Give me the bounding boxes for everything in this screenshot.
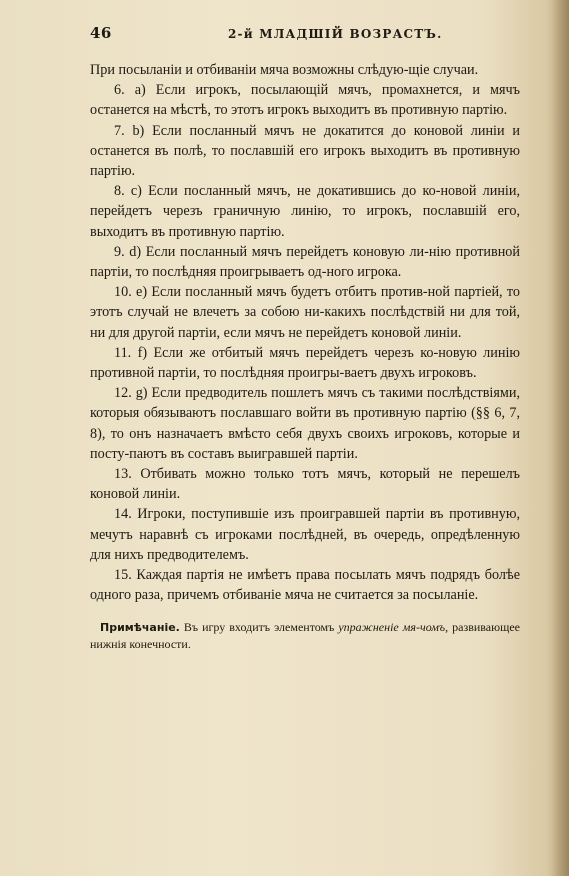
rule-11-paragraph: 11. f) Если же отбитый мячъ перейдетъ черезъ ко-новую линію противной партіи, то послѣдняя проигры-ваетъ двухъ игроковъ. [90,344,520,382]
footnote [90,619,520,653]
rule-7-paragraph: 7. b) Если посланный мячъ не докатится до коновой линіи и останется въ полѣ, то пославшій его игрокъ выходитъ въ противную партію. [90,122,520,180]
rule-6-paragraph: 6. a) Если игрокъ, посылающій мячъ, промахнется, и мячъ останется на мѣстѣ, то этотъ игрокъ выходитъ въ противную партію. [90,82,520,119]
intro-paragraph: При посыланіи и отбиваніи мяча возможны слѣдую-щіе случаи. [90,62,479,78]
note-text-before: Въ игру входитъ элементомъ [179,620,339,635]
page-spine-shadow [551,0,569,876]
note-text-after: , развивающее нижнія конечности. [90,620,520,652]
rule-13-paragraph: 13. Отбивать можно только тотъ мячъ, который не перешелъ коновой линіи. [90,466,520,503]
running-head: 2-й МЛАДШІЙ ВОЗРАСТЪ. [228,27,443,41]
rule-9-paragraph: 9. d) Если посланный мячъ перейдетъ коновую ли-нію противной партіи, то послѣдняя проигрываетъ од-ного игрока. [90,243,520,281]
page-number: 46 [90,24,112,42]
rule-12-paragraph: 12. g) Если предводитель пошлетъ мячъ съ такими послѣдствіями, которыя обязываютъ пославшаго войти въ противную партію (§§ 6, 7, 8), то онъ назначаетъ вмѣсто себя двухъ своихъ игроковъ, которые и посту-паютъ въ составъ выигравшей партіи. [90,385,520,462]
rule-15-paragraph: 15. Каждая партія не имѣетъ права посылать мячъ подрядъ болѣе одного раза, причемъ отбиваніе мяча не считается за посыланіе. [90,567,520,604]
note-label: Примѣчаніе. [100,621,180,635]
note-italic-text: упражненіе мя-чомъ [338,620,446,635]
page-body [90,60,520,665]
rule-10-paragraph: 10. e) Если посланный мячъ будетъ отбитъ против-ной партіей, то этотъ случай не влечетъ за собою ни-какихъ послѣдствій ни для той, ни для другой партіи, если мячъ не перейдетъ коновой линіи. [90,284,520,341]
page-header [90,24,530,46]
rule-8-paragraph: 8. c) Если посланный мячъ, не докатившись до ко-новой линіи, перейдетъ черезъ граничную линію, то игрокъ, пославшій его, выходитъ въ противную партію. [90,183,520,240]
rule-14-paragraph: 14. Игроки, поступившіе изъ проигравшей партіи въ противную, мечутъ наравнѣ съ игроками послѣдней, въ очередь, опредѣленную для нихъ предводителемъ. [90,506,520,563]
